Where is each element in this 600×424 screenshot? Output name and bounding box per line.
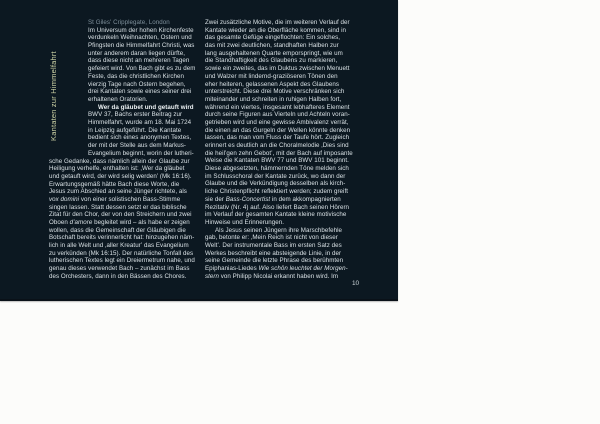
text-line: Himmelfahrt, wurde am 18. Mai 1724 [88, 118, 192, 126]
text-line: bedient sich eines anonymen Textes, [88, 134, 192, 142]
text-line: Oboen d’amore begleitet wird – als habe er zeigen [49, 219, 190, 226]
text-line: die einen an das Gurgeln der Wellen könnte denken [205, 126, 351, 134]
text-line: erinnert es deutlich an die Choralmelodie ‚Dies sind [205, 142, 349, 149]
text-line: Heiligung verhelfe, enthalten ist: ‚Wer da gläubet [49, 165, 185, 173]
text-line: Rezitativ (Nr. 4) auf. Also liefert Bach seinen Hörern [205, 203, 350, 211]
text-line: Epiphanias-Liedes Wie schön leuchtet der Morgen- [205, 265, 348, 272]
text-line: Als Jesus seinen Jüngern ihre Marschbefehle [215, 226, 342, 234]
text-line: Hinweise und Erinnerungen. [205, 218, 285, 226]
text-line: sche Gedanke, dass nämlich allein der Glaube zur [49, 157, 190, 165]
page-number: 10 [352, 280, 360, 287]
text-line: durch seine Figuren aus Vierteln und Achteln voran- [205, 111, 350, 119]
text-column-1-upper [88, 19, 196, 157]
text-line: Werkes beschreibt eine absteigende Linie, in der [205, 249, 342, 257]
text-line: vierzig Tage nach Ostern begehen, [88, 80, 186, 88]
text-line: und Walzer mit lindernd-graziöseren Tönen den [205, 72, 338, 80]
text-line: Botschaft bereits verinnerlicht hat: hinzugehen näm- [49, 234, 195, 242]
text-line: genau dieses verwendet Bach – zunächst im Bass [49, 265, 190, 273]
text-line: Evangelium beginnt, worin der lutheri- [88, 149, 194, 157]
text-line: gefeiert wird. Von Bach gibt es zu dem [88, 65, 196, 73]
text-line: Glaube und die Verkündigung desselben als kirch- [205, 180, 346, 188]
text-line: lassen, das man vom Fluss der Taufe hört. Zugleich [205, 134, 350, 142]
text-line: dass diese nicht an mehreren Tagen [88, 57, 190, 65]
text-line: des Orchesters, dann in den Bässen des Chores. [49, 272, 187, 280]
text-line: singen lassen. Statt dessen setzt er das biblische [49, 203, 187, 211]
text-line: wollen, dass die Gemeinschaft der Gläubigen die [49, 226, 186, 234]
text-line: und getauft wird, der wird selig werden’ (Mk 16:16). [49, 172, 192, 180]
text-line: verdunkeln Weihnachten, Ostern und [88, 34, 192, 42]
text-line: getrieben wird und eine gewisse Ambivalenz verrät, [205, 118, 349, 126]
text-line: Jesus zum Abschied an seine Jünger richtete, als [49, 188, 187, 196]
text-column-2 [205, 19, 353, 280]
text-line: erhaltenen Oratorien. [88, 95, 148, 103]
text-line: zu verkünden (Mk 16:15). Der natürliche Tonfall des [49, 249, 194, 257]
text-line: drei Kantaten sowie eines seiner drei [88, 88, 192, 96]
text-line: gab, betonte er: ‚Mein Reich ist nicht von dieser [205, 234, 338, 242]
text-line: unterstreicht. Diese drei Motive verschränken sich [205, 88, 345, 96]
text-line: Zitat für den Chor, der von den Streichern und zwei [49, 211, 192, 219]
text-line: St Giles' Cripplegate, London [88, 19, 170, 26]
vertical-chapter-title: Kantaten zur Himmelfahrt [49, 51, 58, 141]
text-line: während ein viertes, insgesamt lebhafteres Element [205, 103, 350, 111]
text-line: Diese abgesetzten, hämmernden Töne melden sich [205, 165, 349, 173]
text-line: Zwei zusätzliche Motive, die im weiteren Verlauf der [205, 19, 350, 26]
text-line: unter anderem daran liegen dürfte, [88, 49, 185, 57]
text-line: stern von Philipp Nicolai erkannt haben wird. Im [205, 272, 339, 280]
text-line: seine Gemeinde die letzte Phrase des berühmten [205, 257, 344, 265]
text-line: lutherischen Textes legt ein Dreiermetrum nahe, und [49, 257, 195, 265]
text-line: Erwartungsgemäß hätte Bach diese Worte, die [49, 180, 180, 188]
text-line: die Standhaftigkeit des Glaubens zu markieren, [205, 57, 338, 65]
text-line: der mit der Stelle aus dem Markus- [88, 142, 186, 149]
text-line: Im Universum der hohen Kirchenfeste [88, 26, 194, 34]
text-line: miteinander und schreiten in ruhigen Halben fort, [205, 95, 342, 103]
text-line: die heil’gen zehn Gebot’, mit der Bach auf imposante [205, 149, 353, 157]
booklet-page [0, 0, 398, 301]
text-line: Kantate wieder an die Oberfläche kommen, sind in [205, 26, 347, 34]
text-line: BWV 37, Bachs erster Beitrag zur [88, 111, 183, 119]
text-line: Wer da gläubet und getauft wird [98, 103, 194, 111]
text-line: vox domini von einer solistischen Bass-Stimme [49, 195, 181, 203]
text-column-1-lower [49, 158, 195, 281]
text-line: Pfingsten die Himmelfahrt Christi, was [88, 42, 195, 50]
text-line: liche Christenpflicht reflektiert werden; zudem greift [205, 188, 349, 196]
text-line: lang ausgehaltenen Quarte emporspringt, wie um [205, 49, 343, 57]
text-line: in Leipzig aufgeführt. Die Kantate [88, 126, 182, 134]
text-line: Weise die Kantaten BWV 77 und BWV 101 beginnt. [205, 157, 349, 165]
text-line: Welt’. Der instrumentale Bass im ersten Satz des [205, 241, 342, 249]
text-line: eher heiteren, gelassenen Aspekt des Glaubens [205, 80, 339, 88]
text-line: das gesamte Gefüge eingeflochten: Ein solches, [205, 34, 341, 42]
text-line: sie der Bass-Concertist in dem akkompagnierten [205, 195, 341, 203]
text-line: das mit zwei deutlichen, standhaften Halben zur [205, 42, 339, 50]
text-line: Feste, das die christlichen Kirchen [88, 72, 184, 80]
text-line: im Schlusschoral der Kantate zurück, wo dann der [205, 172, 346, 180]
text-line: lich in alle Welt und ‚aller Kreatur’ das Evangelium [49, 242, 189, 250]
text-line: im Verlauf der gesamten Kantate kleine motivische [205, 211, 347, 219]
text-line: sowie ein zweites, das im Duktus zwischen Menuett [205, 65, 350, 73]
